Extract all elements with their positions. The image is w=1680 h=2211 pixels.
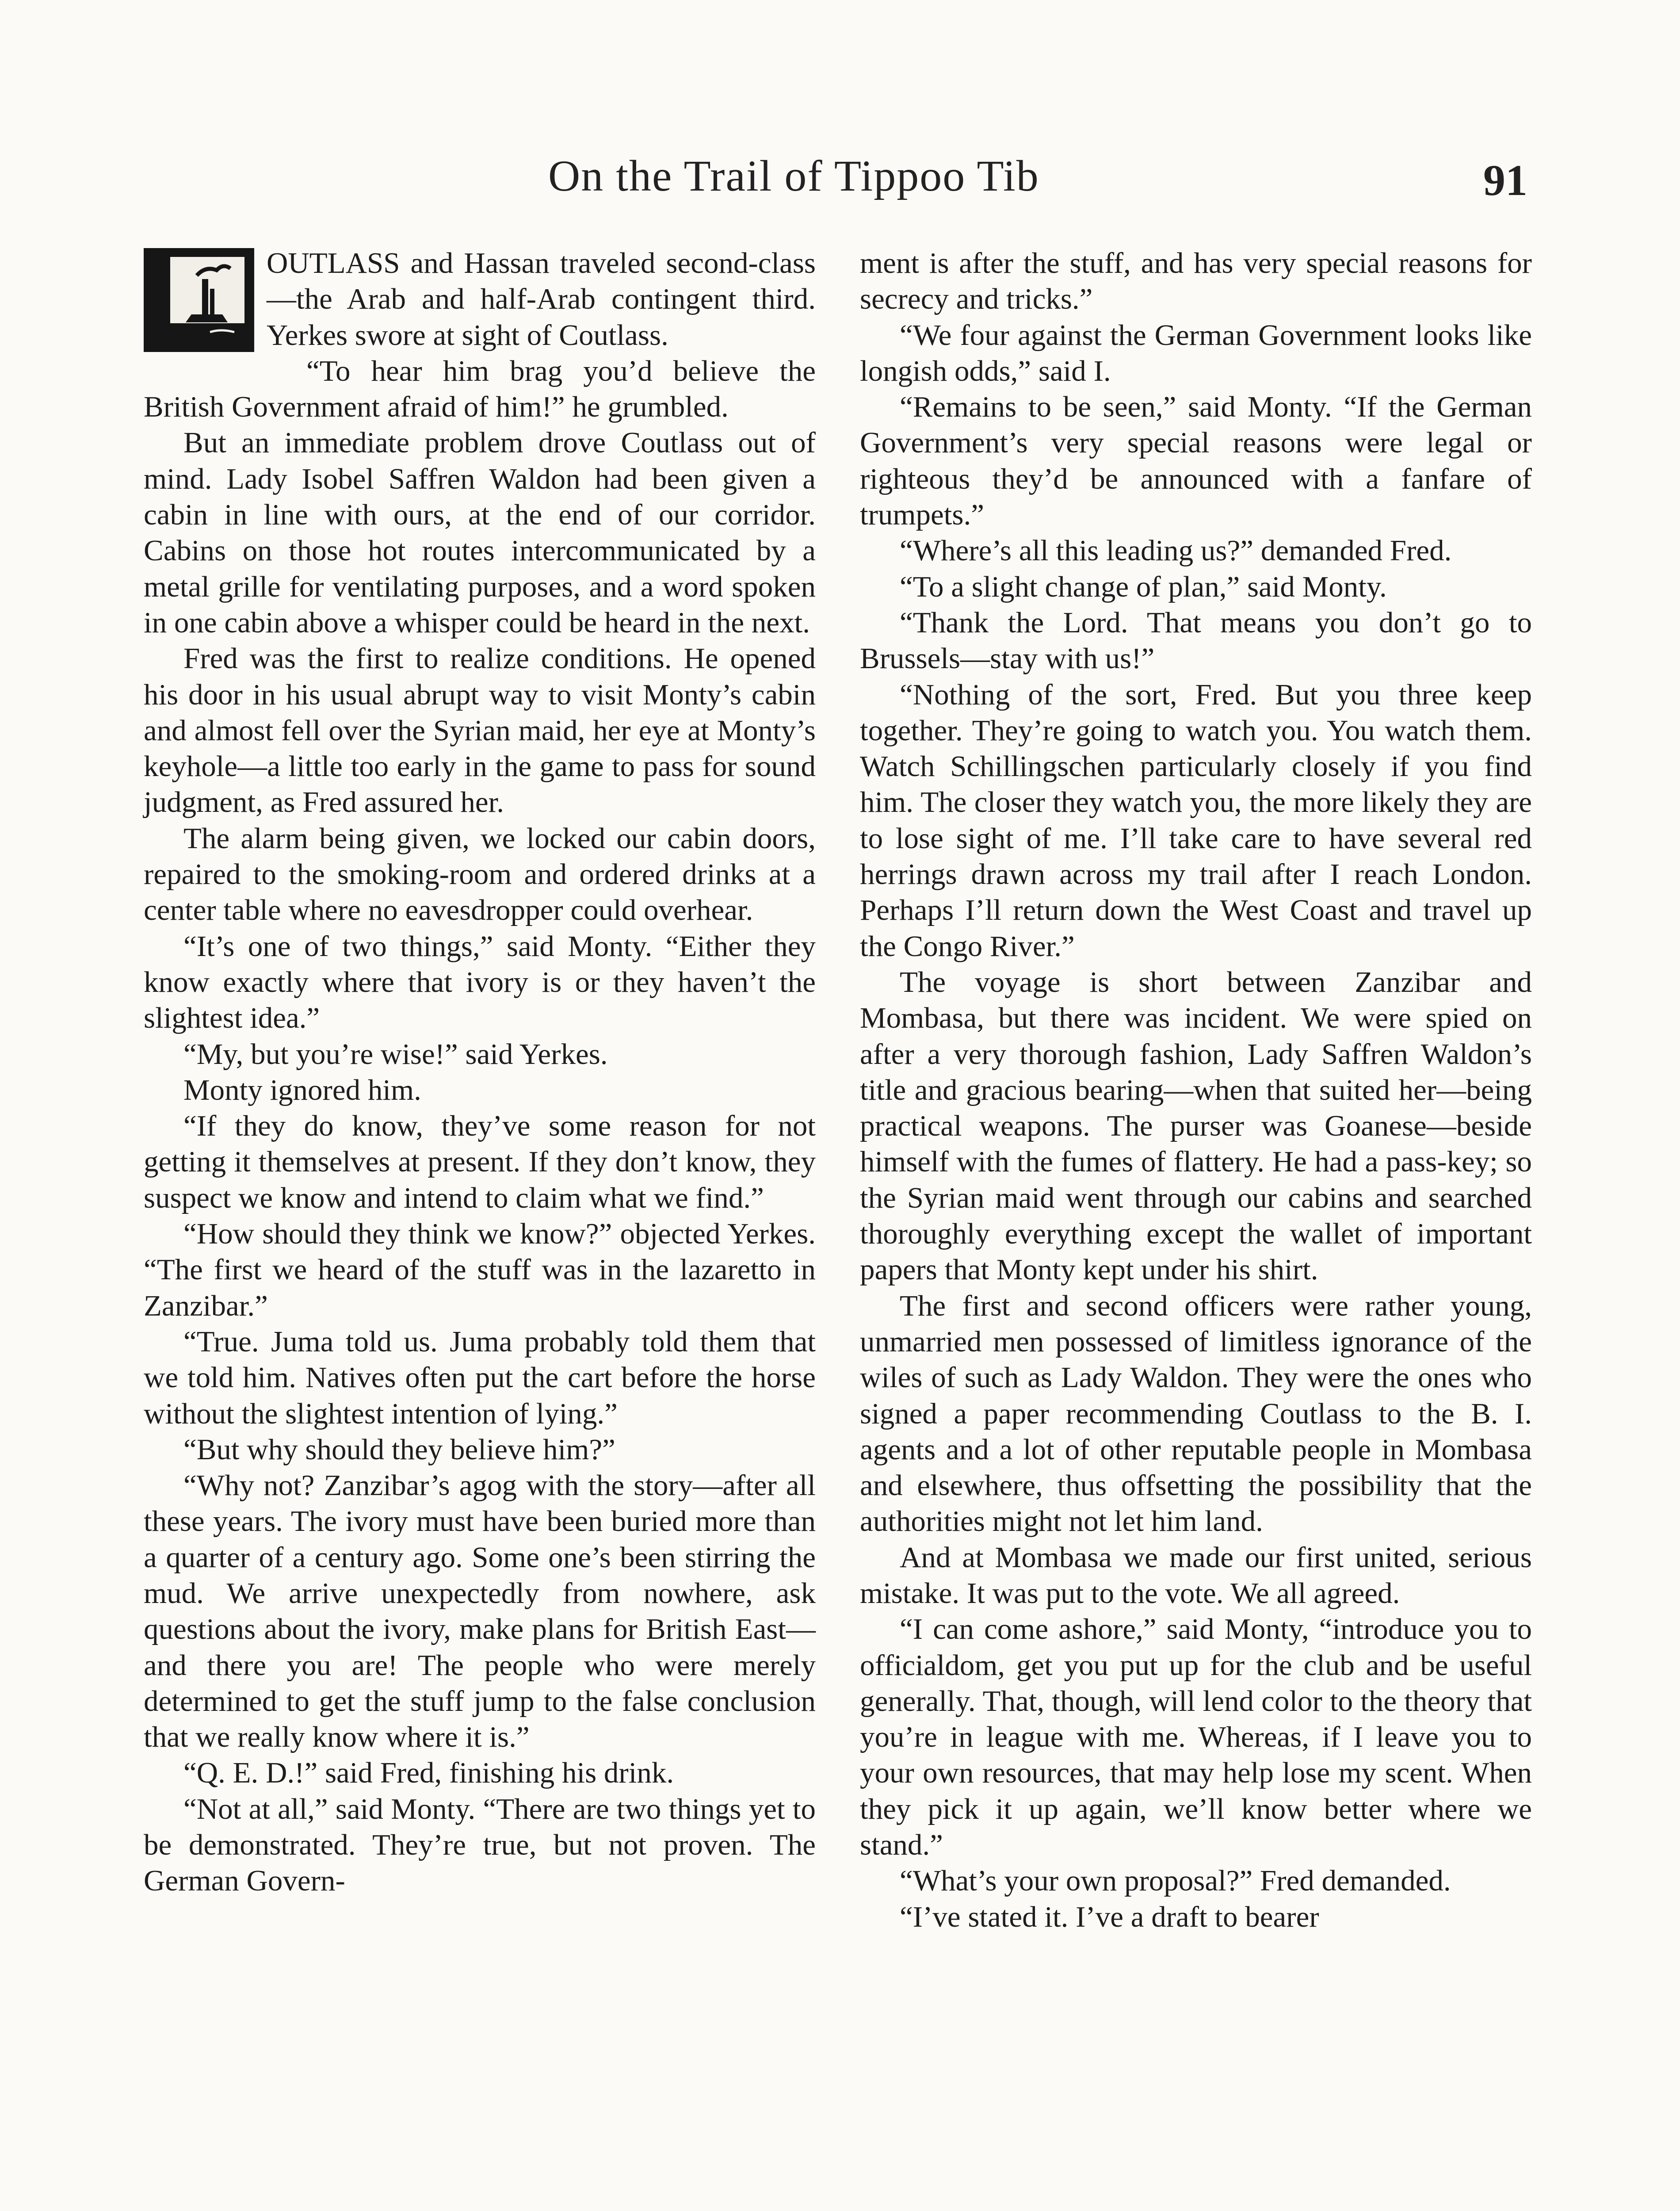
- paragraph: “But why should they believe him?”: [183, 1433, 615, 1466]
- paragraph: “Thank the Lord. That means you don’t go to Brussels—stay with us!”: [860, 606, 1532, 675]
- paragraph: The alarm being given, we locked our cabin doors, repaired to the smoking-room and ordered drinks at a center table where no eavesdropper could overhear.: [144, 822, 816, 927]
- left-column: [144, 245, 816, 1899]
- running-header: [0, 150, 1680, 212]
- paragraph: “Why not? Zanzibar’s agog with the story—after all these years. The ivory must have been buried more than a quarter of a century ago. Some one’s been stirring the mud. We arrive unexpectedly from nowhere, ask questions about the ivory, make plans for British East—and there you are! The people who were merely determined to get the stuff jump to the false conclusion that we really know where it is.”: [144, 1469, 816, 1754]
- paragraph: ment is after the stuff, and has very special reasons for secrecy and tricks.”: [860, 247, 1532, 316]
- paragraph: The first and second officers were rather young, unmarried men possessed of limitless ignorance of the wiles of such as Lady Waldon. They were the ones who signed a paper recommending Coutlass to the B. I. agents and a lot of other reputable people in Mombasa and elsewhere, thus offsetting the possibility that the authorities might not let him land.: [860, 1289, 1532, 1538]
- paragraph: “Where’s all this leading us?” demanded Fred.: [900, 534, 1452, 567]
- paragraph: “To hear him brag you’d believe the British Government afraid of him!” he grumbled.: [144, 354, 816, 424]
- right-column: [860, 245, 1532, 1935]
- paragraph: “Nothing of the sort, Fred. But you three keep together. They’re going to watch you. You watch them. Watch Schillingschen particularly closely if you find him. The closer they watch you, the more likely they are to lose sight of me. I’ll take care to have several red herrings drawn across my trail after I reach London. Perhaps I’ll return down the West Coast and travel up the Congo River.”: [860, 678, 1532, 963]
- drop-cap-illustration: [144, 248, 254, 352]
- paragraph: “Q. E. D.!” said Fred, finishing his drink.: [183, 1756, 674, 1790]
- paragraph: “If they do know, they’ve some reason for not getting it themselves at present. If they don’t know, they suspect we know and intend to claim what we find.”: [144, 1109, 816, 1214]
- paragraph: Fred was the first to realize conditions. He opened his door in his usual abrupt way to visit Monty’s cabin and almost fell over the Syrian maid, her eye at Monty’s keyhole—a little too early in the game to pass for sound judgment, as Fred assured her.: [144, 642, 816, 819]
- paragraph: And at Mombasa we made our first united, serious mistake. It was put to the vote. We all agreed.: [860, 1541, 1532, 1610]
- paragraph: “True. Juma told us. Juma probably told them that we told him. Natives often put the cart before the horse without the slightest intention of lying.”: [144, 1325, 816, 1430]
- paragraph: “Not at all,” said Monty. “There are two things yet to be demonstrated. They’re true, but not proven. The German Govern-: [144, 1792, 816, 1897]
- paragraph: “I’ve stated it. I’ve a draft to bearer: [900, 1900, 1319, 1933]
- paragraph: “To a slight change of plan,” said Monty.: [900, 570, 1387, 603]
- paragraph: “How should they think we know?” objected Yerkes. “The first we heard of the stuff was in the lazaretto in Zanzibar.”: [144, 1217, 816, 1322]
- paragraph: Monty ignored him.: [183, 1073, 421, 1106]
- paragraph: “Remains to be seen,” said Monty. “If the German Government’s very special reasons were legal or righteous they’d be announced with a fanfare of trumpets.”: [860, 390, 1532, 532]
- paragraph: “It’s one of two things,” said Monty. “Either they know exactly where that ivory is or they haven’t the slightest idea.”: [144, 930, 816, 1035]
- paragraph: OUTLASS and Hassan traveled second-class—the Arab and half-Arab contingent third. Yerkes swore at sight of Coutlass.: [267, 247, 816, 352]
- paragraph: But an immediate problem drove Coutlass out of mind. Lady Isobel Saffren Waldon had been given a cabin in line with ours, at the end of our corridor. Cabins on those hot routes intercommunicated by a metal grille for ventilating purposes, and a word spoken in one cabin above a whisper could be heard in the next.: [144, 426, 816, 639]
- page-number: 91: [1483, 156, 1527, 205]
- ship-ornament-icon: [144, 248, 254, 352]
- paragraph: “My, but you’re wise!” said Yerkes.: [183, 1037, 608, 1071]
- paragraph: “I can come ashore,” said Monty, “introduce you to officialdom, get you put up for the club and be useful generally. That, though, will lend color to the theory that you’re in league with me. Whereas, if I leave you to your own resources, that may help lose my scent. When they pick it up again, we’ll know better where we stand.”: [860, 1613, 1532, 1862]
- paragraph: “We four against the German Government looks like longish odds,” said I.: [860, 318, 1532, 387]
- running-title: On the Trail of Tippoo Tib: [548, 151, 1039, 200]
- paragraph: “What’s your own proposal?” Fred demanded.: [900, 1864, 1451, 1897]
- paragraph: The voyage is short between Zanzibar and Mombasa, but there was incident. We were spied on after a very thorough fashion, Lady Saffren Waldon’s title and gracious bearing—when that suited her—being practical weapons. The purser was Goanese—beside himself with the fumes of flattery. He had a pass-key; so the Syrian maid went through our cabins and searched thoroughly everything except the wallet of important papers that Monty kept under his shirt.: [860, 965, 1532, 1286]
